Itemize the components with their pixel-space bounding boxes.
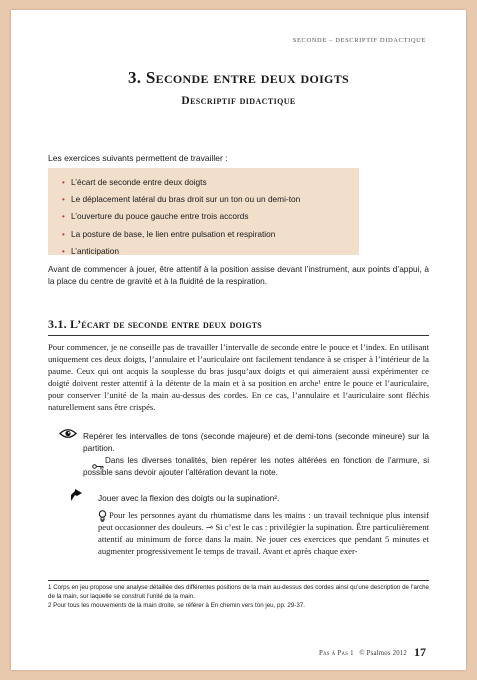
page-footer [319,650,407,657]
chapter-title: 3. Seconde entre deux doigts [128,68,349,87]
hand-icon [69,488,83,507]
section-title: 3.1. L’écart de seconde entre deux doigts [48,317,262,331]
objectives-box [48,168,359,255]
bullet-icon: • [62,229,65,239]
advice-paragraph: Avant de commencer à jouer, être attentif à la position assise devant l’instrument, aux points d’appui, à la place du centre de gravité et à la fluidité de la respiration. [48,264,429,287]
running-head: SECONDE – DESCRIPTIF DIDACTIQUE [292,37,426,44]
key-icon: ⊸ [205,522,214,533]
page-number: 17 [414,645,426,659]
list-item: • L’écart de seconde entre deux doigts [62,174,359,191]
list-item: • L’ouverture du pouce gauche entre trois accords [62,208,359,225]
intro-text: Les exercices suivants permettent de travailler : [48,153,228,163]
eye-text: Repérer les intervalles de tons (seconde majeure) et de demi-tons (seconde mineure) sur la partition. [83,431,429,454]
book-page [11,10,466,670]
bullet-icon: • [62,195,65,205]
eye-icon [59,426,77,444]
footnote-2: 2 Pour tous les mouvements de la main droite, se référer à En chemin vers ton jeu, pp. 29-37. [48,602,305,609]
footnote-1: 1 Corps en jeu propose une analyse détaillée des différentes positions de la main au-dessus des cordes ainsi qu’une description de l’arche de la main, sur laquelle se construit l’unité de la main. [48,584,429,600]
rheumatism-tail: Si c’est le cas : privilégier la supination. Être particulièrement attentif au minimum de force dans la main. Ne jouer ces exercices que pendant 5 minutes et augmenter progressivement le temps de travail. Avant et après chaque exer- [98,522,429,557]
copyright: © Psalmos 2012 [359,650,407,657]
rheumatism-text: Pour les personnes ayant du rhumatisme dans les mains : un travail technique plus intensif peut occasionner des douleurs. [98,510,429,533]
list-item: • La posture de base, le lien entre pulsation et respiration [62,226,359,243]
list-item: • Le déplacement latéral du bras droit sur un ton ou un demi-ton [62,191,359,208]
hand-text: Jouer avec la flexion des doigts ou la supination². [98,493,280,503]
section-rule [48,335,429,336]
section-paragraph: Pour commencer, je ne conseille pas de travailler l’intervalle de seconde entre le pouce et l’index. En utilisant uniquement ces deux doigts, l’annulaire et l’auriculaire ont facilement tendance à se crisper à l’intérieur de la paume. Ceux qui ont acquis la souplesse du bras jusqu’aux doigts et qui aimeraient aussi expérimenter ce doigté doivent rester attentif à la détente de la main et à sa position en arche¹ entre le pouce et l’auriculaire, pour conserver l’unité de la main au-dessus des cordes. En ce cas, l’annulaire et l’auriculaire sont fléchis naturellement sans être crispés. [48,342,429,413]
book-title: Pas à Pas 1 [319,650,354,657]
rheumatism-paragraph [98,509,429,557]
bullet-icon: • [62,178,65,187]
list-item: • L’anticipation [62,243,359,260]
eye-tip: Dans les diverses tonalités, bien repérer les notes altérées en fonction de l’armure, si possible sans devoir ajouter l’altération devant la note. [83,456,429,478]
footnote-rule [48,580,429,581]
bullet-icon: • [62,246,65,256]
bullet-icon: • [62,212,65,222]
objectives-list [48,168,359,260]
chapter-subtitle: Descriptif didactique [181,95,296,107]
